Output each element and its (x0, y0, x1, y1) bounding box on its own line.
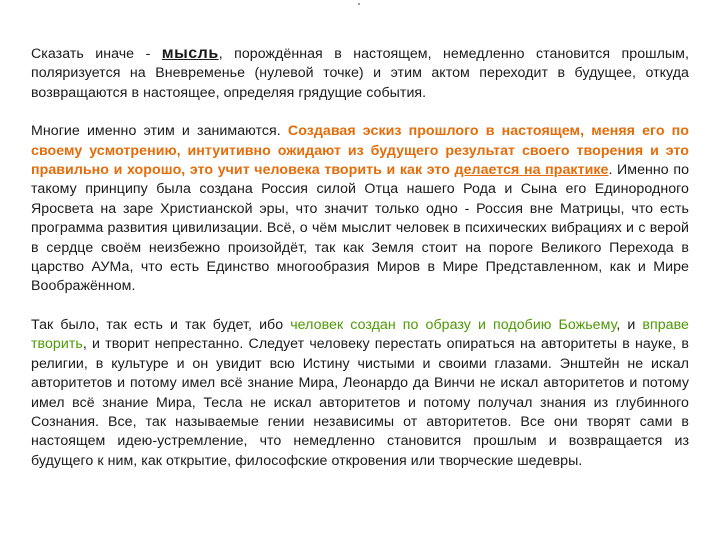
paragraph-3-intro: Так было, так есть и так будет, ибо (31, 316, 291, 333)
highlight-green-text: человек создан по образу и подобию Божьему (290, 316, 617, 333)
paragraph-creation (31, 122, 689, 297)
paragraph-1-rest: , порождённая в настоящем, немедленно становится прошлым, поляризуется на Вневременье (нулевой точке) и этим актом переходит в будущее, откуда возвращаются в настоящее, определяя грядущие события. (31, 46, 689, 101)
highlight-orange-text: Создавая эскиз прошлого в настоящем, меняя его по своему усмотрению, интуитивно ожидают из будущего результат своего творения и это правильно и хорошо, это учит человека творить и как это (31, 123, 689, 179)
paragraph-1-intro: Сказать иначе - (31, 46, 162, 62)
paragraph-2-intro: Многие именно этим и занимаются. (31, 123, 288, 140)
highlight-orange-underlined: делается на практике (454, 162, 609, 179)
text-body (31, 44, 689, 490)
paragraph-authorities (31, 316, 689, 471)
keyword-thought: мысль (161, 45, 219, 62)
paragraph-2-rest: . Именно по такому принципу была создана Россия силой Отца нашего Рода и Сына его Единородного Яросвета на заре Христианской эры, что значит только одно - Россия вне Матрицы, что есть программа развития цивилизации. Всё, о чём мыслит человек в психических вибрациях и с верой в сердце своём неизбежно произойдёт, так как Земля стоит на пороге Великого Перехода в царство АУМа, что есть Единство многообразия Миров в Мире Представленном, как и Мире Воображённом. (31, 162, 690, 295)
stray-dot-mark (358, 3, 360, 5)
paragraph-3-rest: , и творит непрестанно. Следует человеку перестать опираться на авторитеты в науке, в религии, в культуре и он увидит всю Истину чистыми и своими глазами. Энштейн не искал авторитетов и потому имел всё знание Мира, Леонардо да Винчи не искал авторитетов и потому имел всё знание Мира, Тесла не искал авторитетов и потому получал знания из глубинного Сознания. Все, так называемые гении независимы от авторитетов. Все они творят сами в настоящем идею-устремление, что немедленно становится прошлым и возвращается из будущего к ним, как открытие, философские откровения или творческие шедевры. (31, 336, 689, 469)
highlight-green-text-2: вправе творить (31, 316, 689, 353)
paragraph-thought (31, 44, 689, 103)
paragraph-3-mid: , и (616, 316, 643, 333)
